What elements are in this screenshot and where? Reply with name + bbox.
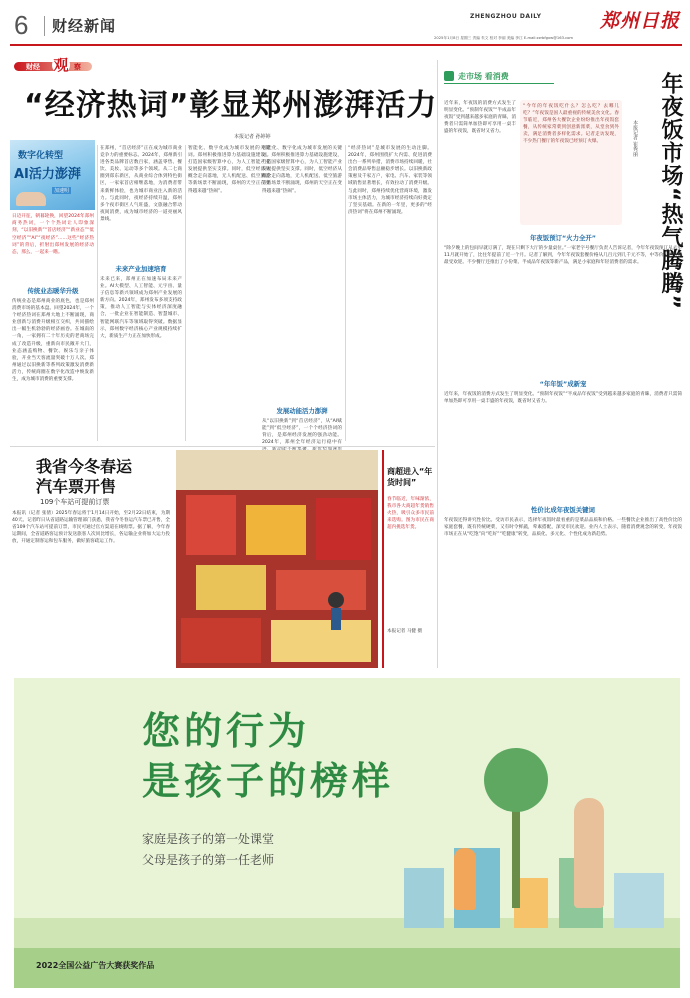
- col-divider-1: [97, 145, 98, 441]
- masthead-rule: [10, 44, 682, 46]
- mid-subhead: 未来产业加速培育: [115, 265, 167, 273]
- column-badge: [14, 55, 94, 77]
- right-intro: “今年的年夜饭吃什么？怎么吃？去哪儿吃？”年夜饭是国人最重视的传统美食文化。春节临近，郑州各大餐饮企业纷纷推出年夜饭套餐，从传统家常菜到创意新派菜，从堂食到外卖，满足消费者多样化需求。记者走访发现，不少热门餐厅的年夜饭已经预订火爆。: [520, 100, 622, 225]
- dateline: 2025年1月8日 星期三 责编 朱文 校对 李丽 美编 李江 E-mail:zzrbfgxw@163.com: [434, 36, 573, 40]
- right-vertical-byline: 本报记者 崔秀丽: [632, 120, 638, 157]
- headline: “经济热词”彰显郑州澎湃活力: [24, 88, 438, 123]
- lead-caption: 日迈开征，朝暮轮换，回望2024年郑州商务热词，一个个热词让人印象深刻，“以旧换新”“首店经济”“新业态”“低空经济”“AI”“夜经济”……这些“经济热词”的背后，折射出郑州发展的经济动态，那么，一起来一瞧。: [12, 214, 94, 256]
- spring-body: 本报讯（记者 张倩）2025年春运将于1月14日开始，至2月22日结束，为期40天。记者昨日从省道路运输管理部门获悉，我省今冬春运汽车票已开售，全省109个汽车站可提前订票，市民可通过官方渠道在线购票。据了解，今年春运期间，全省道路客运预计发送旅客人次同比增长，各运输企业将加大运力投放，开通定制客运和包车服务，做好旅客疏运工作。: [12, 511, 170, 545]
- right-divider: [437, 60, 438, 668]
- left-body: 传统业态是郑州商业的底色，也是郑州消费市场的基本盘。回望2024年，一个个经济热词在郑州大地上不断涌现，商业创新与消费升级相互交织，共同描绘出一幅生机勃勃的经济画卷。在城南的一角，一家拥有二十年历史的老商场完成了改造升级，重新向市民敞开大门，业态涵盖购物、餐饮、娱乐与亲子体验，开业当天客流量突破十万人次。郑州通过以旧换新等系列政策激发消费新活力，传统商圈在数字化改造中焕发新生，成为城市消费的重要支撑。: [12, 299, 94, 383]
- badge-left: 财经: [26, 63, 40, 71]
- spring-title-2: 汽车票开售: [36, 477, 117, 496]
- lead-illustration: [10, 140, 95, 210]
- right-body2: 近年来，年夜饭的消费方式发生了明显变化。“预制年夜饭”“半成品年夜饭”受到越来越多家庭的青睐，消费者只需简单加热即可享用一桌丰盛的年夜饭，既省时又省力。: [444, 392, 682, 405]
- right-vertical-title: 年夜饭市场“热气腾腾”: [658, 72, 683, 310]
- badge-right: 察: [74, 63, 81, 71]
- col3-bottom: 从“以旧换新”到“首店经济”，从“AI赋能”到“低空经济”，一个个经济热词的背后，是郑州经济发展的强劲动能。2024年，郑州全年经济运行稳中有: [262, 419, 342, 446]
- section-rule: [10, 446, 435, 447]
- left-subhead: 传统业态暖华升级: [27, 287, 79, 295]
- brand-logo: 郑州日报: [600, 10, 681, 32]
- spring-title: 我省今冬春运: [36, 457, 133, 476]
- ad-title-2: 是孩子的榜样: [142, 759, 395, 803]
- shopping-bag-icon: [444, 71, 454, 81]
- lead-image-line3: 加速明: [54, 188, 70, 194]
- badge-mid: 观: [53, 56, 69, 74]
- masthead: [0, 0, 690, 50]
- photo-caption-body: 春节临近，年味渐浓，我市各大商超年货销售火热，吸引众多市民前来选购。图为市民在商超内挑选年货。: [387, 497, 434, 531]
- public-service-ad: [14, 678, 680, 988]
- tree-leaves-icon: [484, 748, 548, 812]
- brand-en: ZHENGZHOU DAILY: [470, 13, 542, 20]
- ad-footer: 2022全国公益广告大赛获奖作品: [36, 961, 155, 970]
- parent-figure-icon: [574, 798, 604, 908]
- col3-top: 智能化、数字化成为城市发展的关键词。郑州积极推进算力基础设施建设，打造国家级智算中心，为人工智能产业发展提供坚实支撑。同时，低空经济从概念走向落地，无人机配送、低空旅游等新场景不断涌现，郑州的天空正在变得越来越“热闹”。: [188, 146, 270, 194]
- photo-caption-box: [382, 450, 434, 668]
- byline: 本报记者 孙婷婷: [234, 134, 271, 140]
- ad-line-2: 父母是孩子的第一任老师: [142, 853, 275, 867]
- supermarket-photo-svg: [176, 450, 378, 668]
- col-divider-3: [345, 145, 346, 441]
- right-body3: 年夜饭还得讲究性价比。受访市民表示，选择年夜饭时最看重的是菜品品质和价格。一些餐饮企业推出了高性价比的家庭套餐，既有传统硬菜，又有时令鲜蔬，荤素搭配，深受市民欢迎。业内人士表示，随着消费观念的转变，年夜饭市场正在从“吃饱”向“吃好”“吃健康”转变，品质化、多元化、个性化成为新趋势。: [444, 518, 682, 538]
- lead-image-line2: AI活力澎湃: [14, 167, 81, 182]
- lead-image-line1: 数字化转型: [18, 151, 64, 161]
- ad-title-1: 您的行为: [142, 709, 311, 753]
- col3-subhead: 发展动能活力澎湃: [276, 407, 328, 415]
- right-sub3: 性价比成年夜饭关键词: [531, 506, 595, 514]
- mid-col-top: 在郑州，“首店经济”正在成为城市商业竞争力的重要标志。2024年，郑州新引进各类品牌首店数百家，涵盖零售、餐饮、美妆、运动等多个领域。从二七商圈到郑东新区，从商业综合体到特色街区，一家家首店相继落地，为消费者带来新鲜体验，也为城市商业注入新的活力。与此同时，夜经济持续升温，郑州多个夜市街区人气旺盛，文旅融合带动夜间消费，成为城市经济的一道亮丽风景线。: [100, 146, 182, 222]
- right-intro-aside: 近年来，年夜饭的消费方式发生了明显变化。“预制年夜饭”“半成品年夜饭”受到越来越多家庭的青睐，消费者只需简单加热即可享用一桌丰盛的年夜饭，既省时又省力。: [444, 101, 516, 135]
- col4-top: “经济热词”是城市发展的生动注脚。2024年，郑州围绕扩大内需、促进消费出台一系列举措，消费市场持续回暖，社会消费品零售总额稳步增长。以旧换新政策惠及千家万户，家电、汽车、家装等领域销售显著增长，有效拉动了消费升级。与此同时，郑州持续优化营商环境，激发市场主体活力，为城市经济持续向好奠定了坚实基础。在新的一年里，更多的“经济热词”将在郑州不断涌现。: [348, 146, 432, 215]
- right-sub1: 年夜饭预订“火力全开”: [530, 234, 596, 242]
- ad-line-1: 家庭是孩子的第一处课堂: [142, 832, 275, 846]
- page-number: 6: [14, 10, 29, 40]
- child-figure-icon: [454, 848, 476, 910]
- right-sub2: “年年饭”成新宠: [539, 380, 587, 388]
- mid-col-bottom: 未来已来，郑州正在加速布局未来产业。AI大模型、人工智能、元宇宙、量子信息等新兴领域成为郑州产业发展的新方向。2024年，郑州发布多项支持政策，推动人工智能与实体经济深度融合，一批企业在智能制造、智慧城市、智能网联汽车等领域取得突破。数据显示，郑州数字经济核心产业规模持续扩大，新质生产力正在加快形成。: [100, 277, 182, 339]
- supermarket-photo: [176, 450, 378, 668]
- right-tag-label: 走市场 看消费: [458, 72, 509, 81]
- photo-caption-title: 商超进入“年货时间”: [387, 467, 433, 487]
- page-number-divider: [44, 16, 45, 36]
- lead-image-hand-icon: [16, 192, 46, 206]
- spring-subtitle: 109个车站可提前订票: [40, 498, 110, 506]
- right-tag: [444, 70, 554, 84]
- photo-credit: 本报记者 马健 摄: [387, 629, 423, 634]
- col-divider-2: [185, 145, 186, 441]
- right-body1: “除夕晚上的包间早就订满了，现在只剩下大厅的少量桌位。”一家老字号餐厅负责人告诉记者，今年年夜饭预订从去年11月就开始了，比往年提前了近一个月。记者了解到，今年年夜饭套餐价格从几百元到几千元不等，中等价位的套餐最受欢迎。不少餐厅还推出了小份菜、半成品年夜饭等新产品，满足小家庭和年轻消费者的需求。: [444, 246, 682, 266]
- section-title: 财经新闻: [52, 17, 117, 35]
- col3b-body: 智能化、数字化成为城市发展的关键词。郑州积极推进算力基础设施建设，打造国家级智算中心，为人工智能产业发展提供坚实支撑。同时，低空经济从概念走向落地，无人机配送、低空旅游等新场景不断涌现，郑州的天空正在变得越来越“热闹”。: [262, 146, 342, 194]
